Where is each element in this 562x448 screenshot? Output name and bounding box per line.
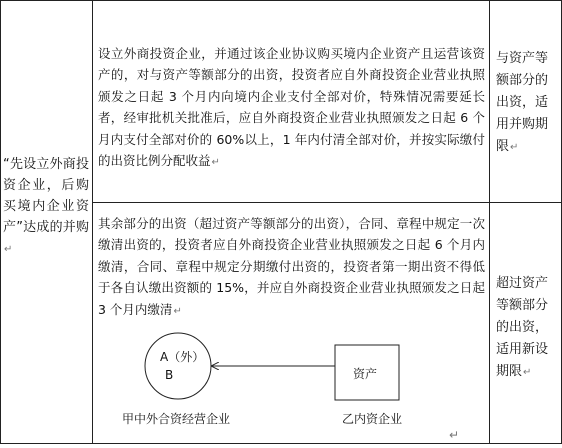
row2-applicability-cell [496,273,558,384]
diagram-graphics [98,330,485,444]
domestic-enterprise-caption: 乙内资企业 [342,412,403,426]
table-column-divider-2 [489,0,490,444]
paragraph-mark: ↵ [523,367,532,378]
row1-description: 设立外商投资企业，并通过该企业协议购买境内企业资产且运营该资产的，对与资产等额部分的出资，投资者应自外商投资企业营业执照颁发之日起 3 个月内向境内企业支付全部对价，特殊情况需要延长者，经审批机关批准后，应自外商投资企业营业执照颁发之日起 6 个月内支付全部对价的 60%以上，1 年内付清全部对价，并按实际缴付的出资比例分配收益 [98,46,485,169]
row2-description-cell [98,213,485,322]
asset-label: 资产 [353,367,378,381]
table-border-top [0,0,562,1]
row1-applicability: 与资产等额部分的出资，适用并购期限 [496,51,549,154]
paragraph-mark: ↵ [211,157,220,169]
paragraph-mark: ↵ [173,305,182,317]
paragraph-mark: ↵ [4,244,13,255]
method-label-cell [3,154,89,260]
table-row-divider [92,202,562,203]
table-border-left [0,0,1,444]
paragraph-mark: ↵ [449,428,460,442]
table-column-divider-1 [92,0,93,444]
paragraph-mark: ↵ [510,142,519,153]
jv-enterprise-caption: 甲中外合资经营企业 [122,412,231,426]
row2-applicability: 超过资产等额部分的出资，适用新设期限 [496,276,549,379]
method-label: “先设立外商投资企业，后购买境内企业资产”达成的并购 [3,157,89,235]
circle-label-b: B [165,368,174,382]
row1-applicability-cell [496,48,558,159]
enterprise-circle [145,333,211,399]
circle-label-investor: A（外） [160,350,205,364]
row1-description-cell [98,43,485,173]
row2-description: 其余部分的出资（超过资产等额部分的出资），合同、章程中规定一次缴清出资的，投资者应自外商投资企业营业执照颁发之日起 6 个月内缴清，合同、章程中规定分期缴付出资的，投资者第一期出资不得低于各自认缴出资额的 15%，并应自外商投资企业营业执照颁发之日起 3 个月内缴清 [98,216,485,317]
acquisition-diagram [98,330,485,444]
